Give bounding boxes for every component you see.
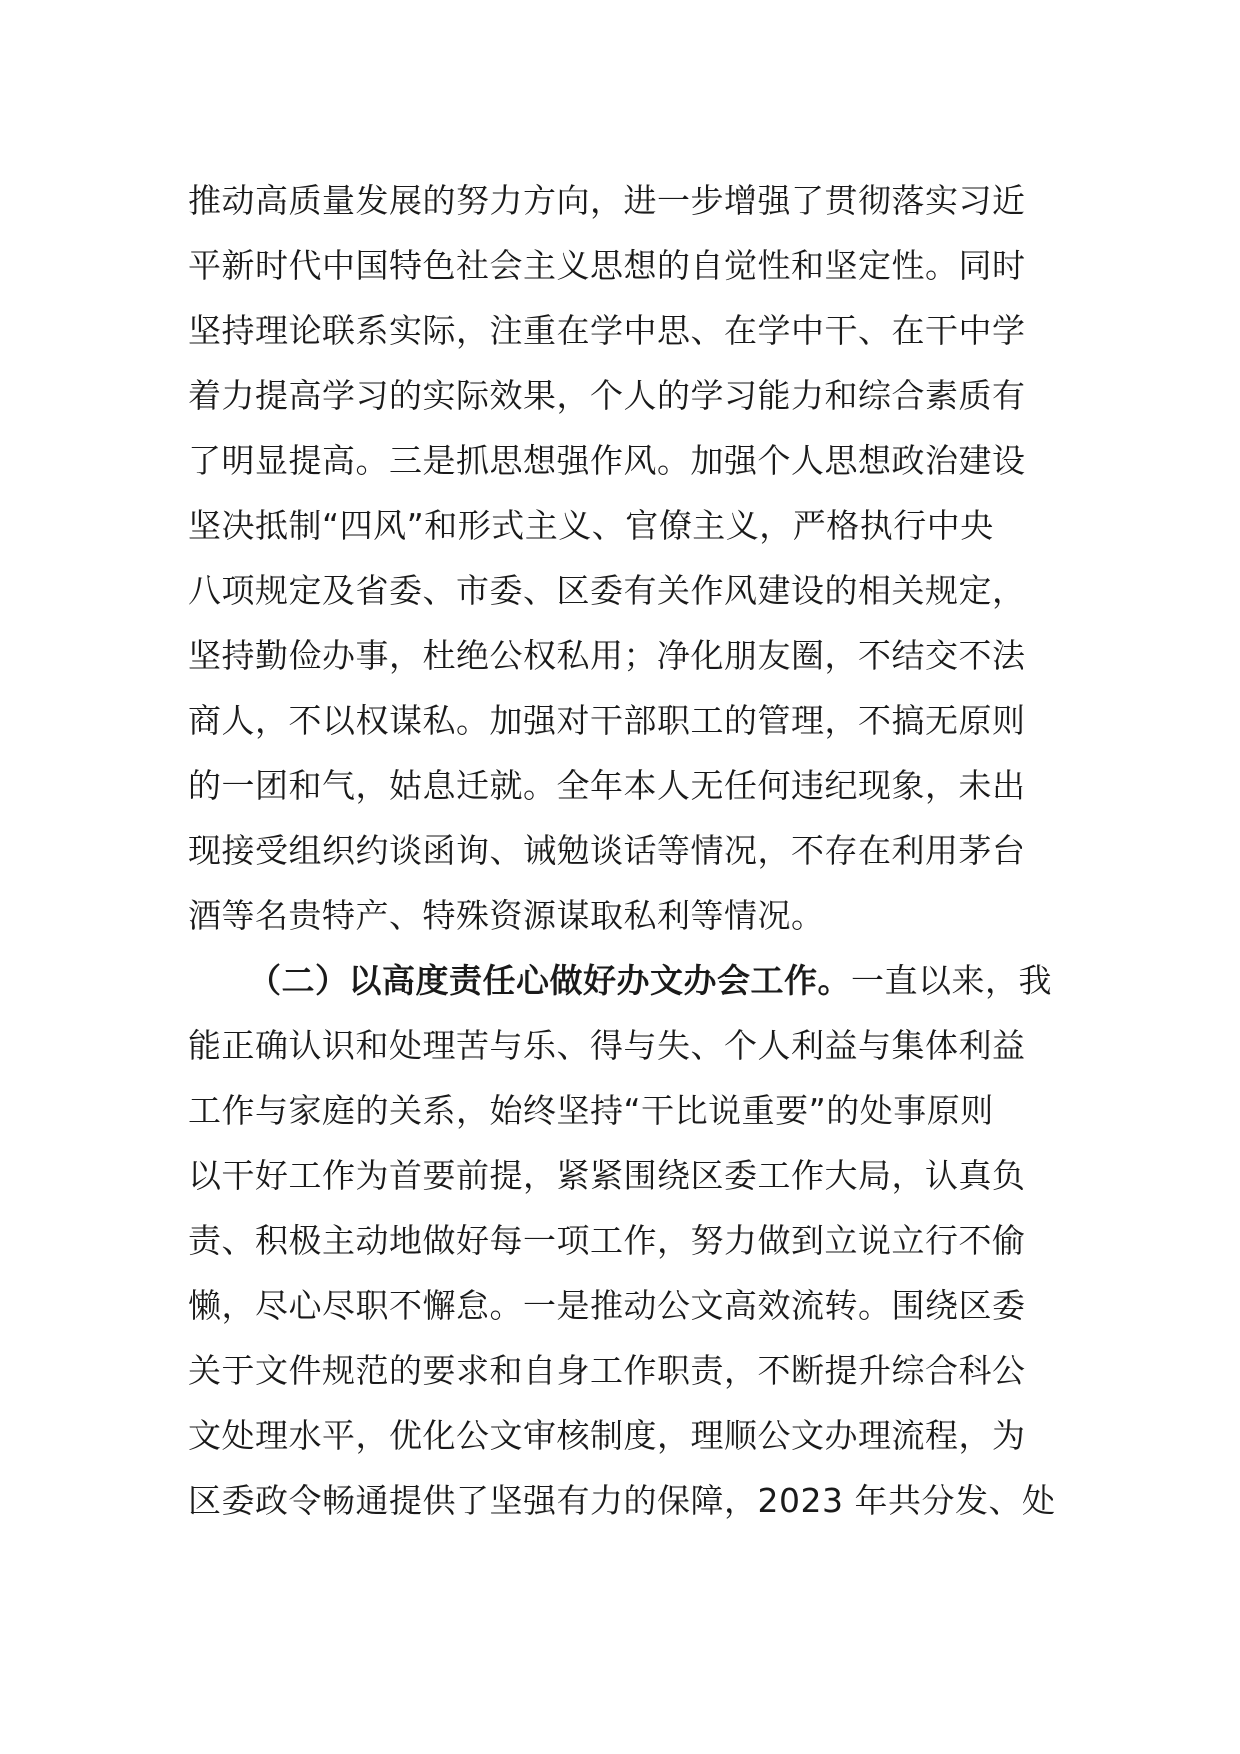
text-line: 了明显提高。三是抓思想强作风。加强个人思想政治建设 xyxy=(188,441,1026,480)
text-line: 懒，尽心尽职不懈怠。一是推动公文高效流转。围绕区委 xyxy=(188,1286,1026,1325)
text-line: 文处理水平，优化公文审核制度，理顺公文办理流程，为 xyxy=(188,1416,1026,1455)
text-line: 酒等名贵特产、特殊资源谋取私利等情况。 xyxy=(188,896,825,935)
text-line: 坚决抵制“四风”和形式主义、官僚主义，严格执行中央 xyxy=(188,506,994,545)
text-line: 商人，不以权谋私。加强对干部职工的管理，不搞无原则 xyxy=(188,701,1026,740)
text-line: 现接受组织约谈函询、诫勉谈话等情况，不存在利用茅台 xyxy=(188,831,1026,870)
text-line: 区委政令畅通提供了坚强有力的保障，2023 年共分发、处 xyxy=(188,1481,1056,1520)
text-line: 着力提高学习的实际效果，个人的学习能力和综合素质有 xyxy=(188,376,1026,415)
text-line: 坚持勤俭办事，杜绝公权私用；净化朋友圈，不结交不法 xyxy=(188,636,1026,675)
section-first-line-text: 一直以来，我 xyxy=(851,961,1052,1000)
text-line: 责、积极主动地做好每一项工作，努力做到立说立行不偷 xyxy=(188,1221,1026,1260)
section-first-line xyxy=(188,948,1068,1013)
section-heading: （二）以高度责任心做好办文办会工作。 xyxy=(248,961,851,1000)
text-line: 平新时代中国特色社会主义思想的自觉性和坚定性。同时 xyxy=(188,246,1026,285)
body-text xyxy=(188,168,1068,1533)
text-line: 关于文件规范的要求和自身工作职责，不断提升综合科公 xyxy=(188,1351,1026,1390)
text-line: 能正确认识和处理苦与乐、得与失、个人利益与集体利益 xyxy=(188,1026,1026,1065)
text-line: 推动高质量发展的努力方向，进一步增强了贯彻落实习近 xyxy=(188,181,1026,220)
text-line: 坚持理论联系实际，注重在学中思、在学中干、在干中学 xyxy=(188,311,1026,350)
text-line: 以干好工作为首要前提，紧紧围绕区委工作大局，认真负 xyxy=(188,1156,1026,1195)
text-line: 八项规定及省委、市委、区委有关作风建设的相关规定， xyxy=(188,571,1026,610)
text-line: 工作与家庭的关系，始终坚持“干比说重要”的处事原则 xyxy=(188,1091,994,1130)
text-line: 的一团和气，姑息迁就。全年本人无任何违纪现象，未出 xyxy=(188,766,1026,805)
